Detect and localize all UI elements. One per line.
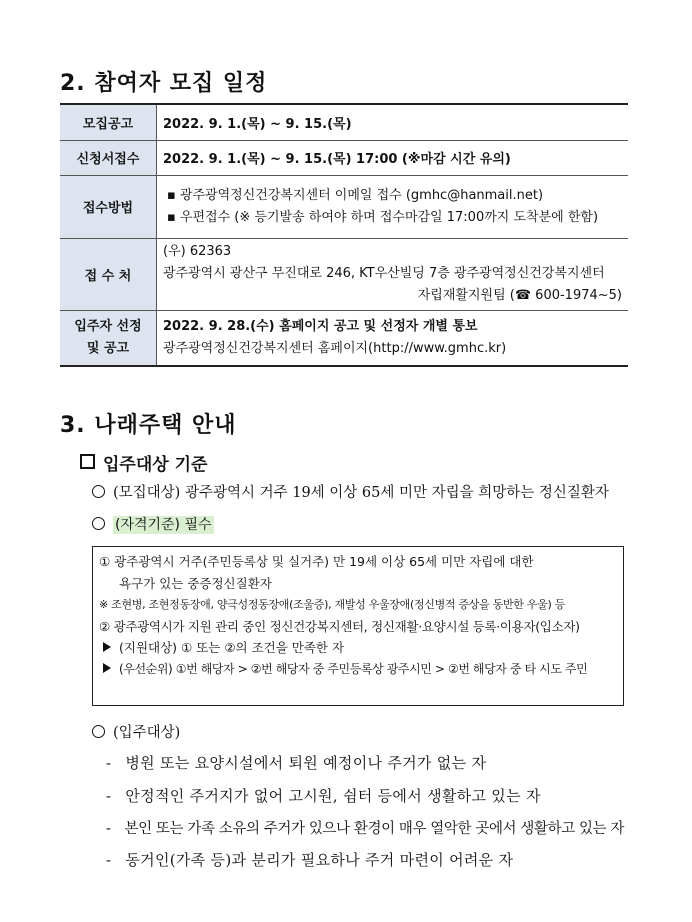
bullet-item: ▪ 광주광역정신건강복지센터 이메일 접수 (gmhc@hanmail.net)	[167, 187, 544, 203]
announce-line: 광주광역정신건강복지센터 홈페이지(http://www.gmhc.kr)	[163, 340, 507, 356]
section-2-heading: 2. 참여자 모집 일정	[60, 71, 268, 96]
list-item: - 병원 또는 요양시설에서 퇴원 예정이나 주거가 없는 자	[106, 754, 487, 772]
table-row	[60, 310, 628, 366]
table-row	[60, 140, 628, 175]
table-row	[60, 238, 628, 310]
address-line: 광주광역시 광산구 무진대로 246, KT우산빌딩 7층 광주광역정신건강복지센터	[163, 266, 605, 281]
table-row	[60, 104, 628, 140]
list-item: - 본인 또는 가족 소유의 주거가 있으나 환경이 매우 열악한 곳에서 생활하고 있는 자	[106, 821, 625, 837]
criteria-note: ※ 조현병, 조현정동장애, 양극성정동장애(조울증), 재발성 우울장애(정신병적 증상을 동반한 우울) 등	[99, 598, 565, 611]
bullet-item: ▪ 우편접수 (※ 등기발송 하여야 하며 접수마감일 17:00까지 도착분에 한함)	[167, 209, 599, 225]
list-item: - 안정적인 주거지가 없어 고시원, 쉼터 등에서 생활하고 있는 자	[106, 787, 541, 805]
section-3-heading: 3. 나래주택 안내	[60, 413, 237, 438]
row-label: 모집공고	[60, 104, 157, 140]
address-line: (우) 62363	[163, 244, 232, 259]
row-label-line: 및 공고	[86, 340, 130, 356]
row-value	[157, 310, 629, 366]
row-label: 접 수 처	[60, 238, 157, 310]
criteria-item-1: ① 광주광역시 거주(주민등록상 및 실거주) 만 19세 이상 65세 미만 자립에 대한	[99, 554, 534, 569]
recruit-target-text: (모집대상) 광주광역시 거주 19세 이상 65세 미만 자립을 희망하는 정신질환자	[113, 485, 609, 501]
qualification-line	[92, 514, 214, 534]
row-value: 2022. 9. 1.(목) ~ 9. 15.(목) 17:00 (※마감 시간 유의)	[157, 140, 629, 175]
criteria-item-2: ② 광주광역시가 지원 관리 중인 정신건강복지센터, 정신재활·요양시설 등록·이용자(입소자)	[99, 618, 580, 634]
row-value: 2022. 9. 1.(목) ~ 9. 15.(목)	[163, 116, 352, 132]
checkbox-square-icon	[80, 454, 95, 469]
row-label-line: 입주자 선정	[74, 318, 142, 334]
row-label	[60, 310, 157, 366]
circle-bullet-icon	[92, 485, 105, 498]
address-line: 자립재활지원팀 (☎ 600-1974~5)	[417, 288, 622, 303]
support-text: (지원대상) ① 또는 ②의 조건을 만족한 자	[119, 640, 345, 655]
priority-line	[99, 659, 617, 681]
circle-bullet-icon	[92, 517, 105, 530]
eligibility-subheading	[80, 450, 207, 475]
occupancy-heading	[92, 721, 180, 742]
criteria-box	[92, 546, 624, 706]
row-label: 접수방법	[60, 175, 157, 238]
table-row	[60, 175, 628, 238]
row-value	[157, 175, 629, 238]
announce-line: 2022. 9. 28.(수) 홈페이지 공고 및 선정자 개별 통보	[163, 318, 478, 334]
subheading-text: 입주대상 기준	[103, 455, 208, 475]
occupancy-label: (입주대상)	[113, 725, 181, 741]
list-item-text: 병원 또는 요양시설에서 퇴원 예정이나 주거가 없는 자	[125, 754, 487, 772]
qualification-label: (자격기준) 필수	[115, 517, 212, 533]
priority-text: (우선순위) ①번 해당자 > ②번 해당자 중 주민등록상 광주시민 > ②번 해당자 중 타 시도 주민	[119, 661, 588, 676]
support-line	[99, 637, 617, 659]
list-item-text: 본인 또는 가족 소유의 주거가 있으나 환경이 매우 열악한 곳에서 생활하고 있는 자	[124, 821, 625, 837]
triangle-bullet-icon	[103, 663, 111, 673]
list-item-text: 동거인(가족 등)과 분리가 필요하나 주거 마련이 어려운 자	[125, 851, 514, 869]
schedule-table	[60, 103, 628, 367]
list-item-text: 안정적인 주거지가 없어 고시원, 쉼터 등에서 생활하고 있는 자	[125, 787, 541, 805]
recruit-target-line	[92, 481, 609, 502]
row-value	[157, 238, 629, 310]
row-label: 신청서접수	[60, 140, 157, 175]
triangle-bullet-icon	[103, 642, 111, 652]
circle-bullet-icon	[92, 725, 105, 738]
criteria-item-1-cont: 욕구가 있는 중증정신질환자	[119, 575, 272, 591]
list-item: - 동거인(가족 등)과 분리가 필요하나 주거 마련이 어려운 자	[106, 851, 514, 869]
